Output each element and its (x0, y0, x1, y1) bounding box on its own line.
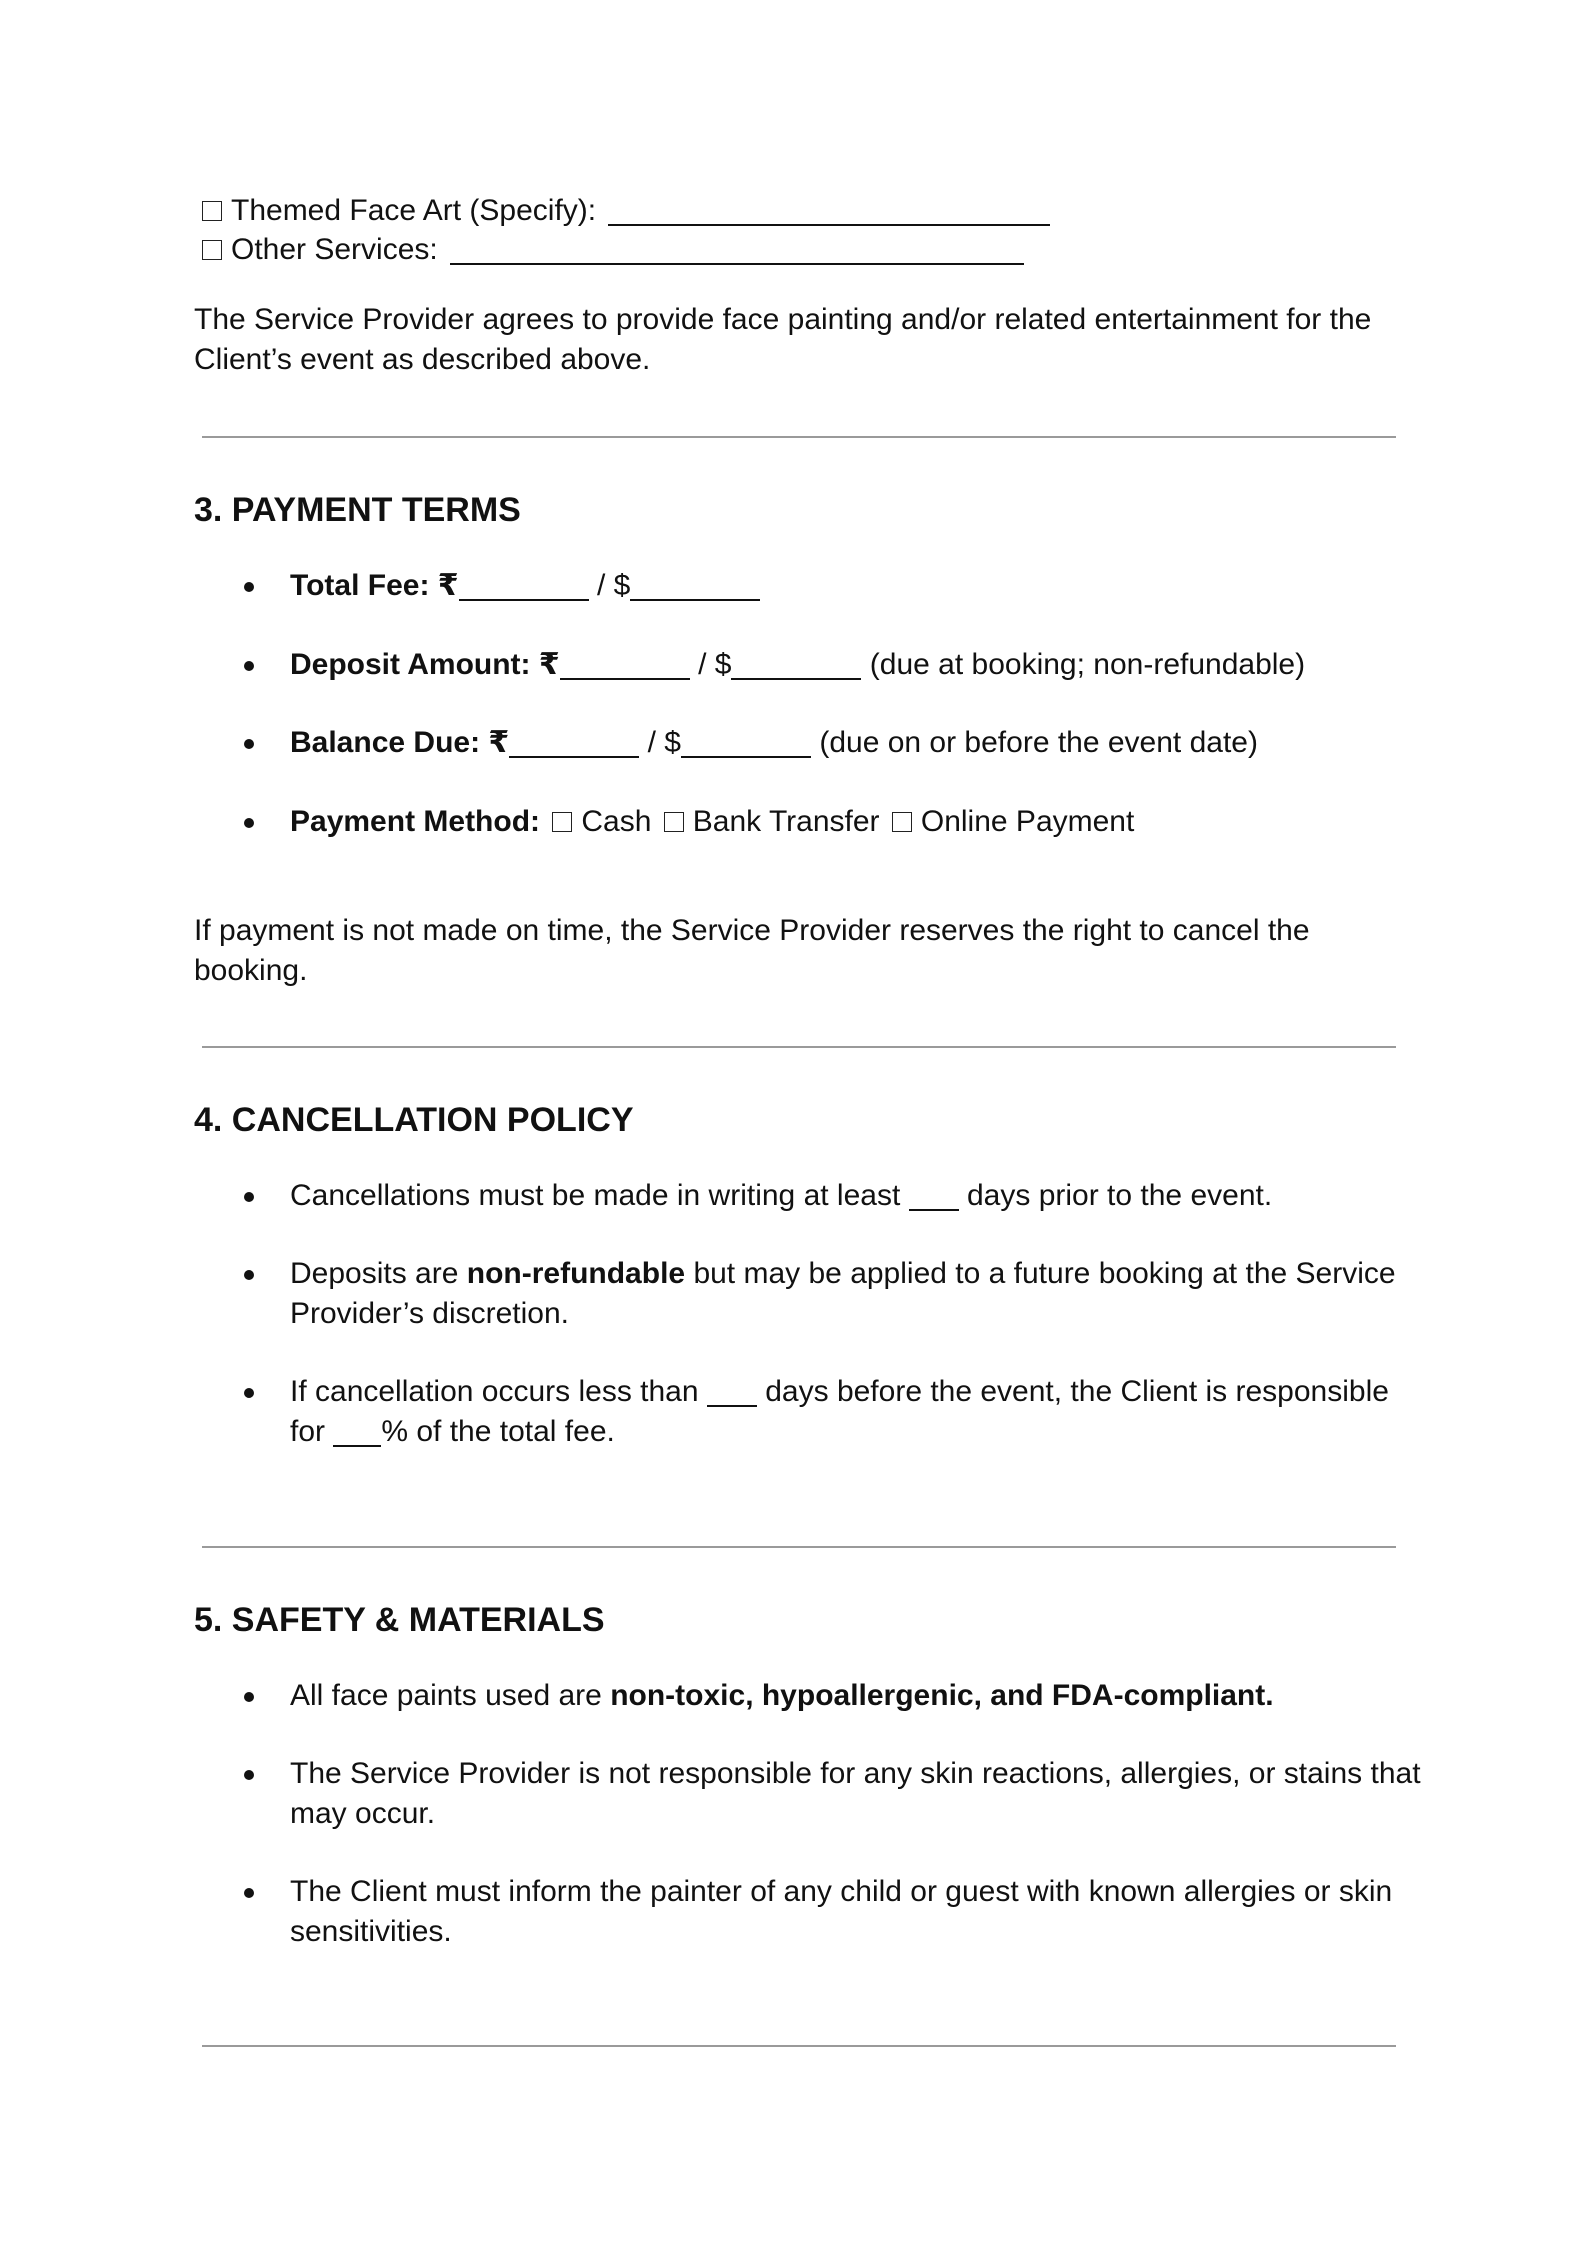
balance-due-item (290, 723, 1258, 763)
total-fee-rupee-blank[interactable] (459, 571, 589, 601)
deposit-note: (due at booking; non-refundable) (869, 648, 1306, 681)
bullet (244, 1192, 254, 1202)
deposit-rupee-blank[interactable] (560, 650, 690, 680)
fee-percent-blank[interactable] (333, 1417, 381, 1447)
bullet (244, 1770, 254, 1780)
section-divider (202, 1546, 1396, 1548)
service-agreement-line: The Service Provider agrees to provide face painting and/or related entertainment for the (194, 303, 1372, 336)
balance-rupee-blank[interactable] (509, 728, 639, 758)
other-services-checkbox[interactable] (202, 240, 222, 260)
service-agreement-paragraph (194, 300, 1414, 380)
bullet (244, 739, 254, 749)
bullet (244, 1270, 254, 1280)
other-services-blank[interactable] (450, 235, 1024, 265)
cancellation-item-1 (290, 1176, 1272, 1216)
cancellation-text: Cancellations must be made in writing at least (290, 1179, 901, 1212)
bullet (244, 818, 254, 828)
notice-days-blank[interactable] (909, 1181, 959, 1211)
themed-face-art-line (202, 191, 1050, 231)
deposit-dollar-blank[interactable] (731, 650, 861, 680)
total-fee-item (290, 566, 760, 606)
safety-text: sensitivities. (290, 1915, 452, 1948)
cancellation-text: days before the event, the Client is responsible (765, 1375, 1389, 1408)
cancellation-text: If cancellation occurs less than (290, 1375, 699, 1408)
bullet (244, 1388, 254, 1398)
online-payment-option-label: Online Payment (920, 805, 1135, 838)
bank-transfer-option-label: Bank Transfer (692, 805, 880, 838)
rupee-symbol: ₹ (488, 726, 510, 759)
balance-note: (due on or before the event date) (819, 726, 1258, 759)
deposit-amount-item (290, 645, 1305, 685)
safety-item-2 (290, 1754, 1421, 1834)
other-services-label: Other Services: (231, 233, 438, 266)
cancellation-item-3 (290, 1372, 1389, 1452)
section-divider (202, 436, 1396, 438)
rupee-symbol: ₹ (538, 648, 560, 681)
payment-method-label: Payment Method: (290, 805, 541, 838)
late-days-blank[interactable] (707, 1377, 757, 1407)
section-divider (202, 2045, 1396, 2047)
themed-face-art-label: Themed Face Art (Specify): (231, 194, 597, 227)
cancellation-text: for (290, 1415, 326, 1448)
themed-face-art-checkbox[interactable] (202, 201, 222, 221)
bullet (244, 661, 254, 671)
cancellation-text: Provider’s discretion. (290, 1297, 570, 1330)
cancellation-text: Deposits are (290, 1257, 459, 1290)
section-divider (202, 1046, 1396, 1048)
other-services-line (202, 230, 1024, 270)
cash-checkbox[interactable] (552, 812, 572, 832)
bullet (244, 582, 254, 592)
currency-separator: / $ (597, 569, 631, 602)
cancellation-text: but may be applied to a future booking at the Service (693, 1257, 1396, 1290)
cancellation-text: % of the total fee. (381, 1415, 615, 1448)
safety-emphasis: non-toxic, hypoallergenic, and FDA-compliant. (610, 1679, 1274, 1712)
payment-terms-heading: 3. PAYMENT TERMS (194, 491, 521, 529)
bank-transfer-checkbox[interactable] (664, 812, 684, 832)
cash-option-label: Cash (581, 805, 652, 838)
payment-method-item (290, 802, 1134, 842)
service-agreement-line: Client’s event as described above. (194, 343, 651, 376)
themed-face-art-blank[interactable] (608, 196, 1050, 226)
safety-item-3 (290, 1872, 1392, 1952)
cancellation-text: days prior to the event. (967, 1179, 1273, 1212)
deposit-amount-label: Deposit Amount: (290, 648, 531, 681)
payment-note-line: If payment is not made on time, the Service Provider reserves the right to cancel the (194, 914, 1310, 947)
cancellation-policy-heading: 4. CANCELLATION POLICY (194, 1101, 634, 1139)
currency-separator: / $ (647, 726, 681, 759)
rupee-symbol: ₹ (437, 569, 459, 602)
safety-text: may occur. (290, 1797, 436, 1830)
non-refundable-emphasis: non-refundable (466, 1257, 686, 1290)
bullet (244, 1888, 254, 1898)
safety-text: The Client must inform the painter of any child or guest with known allergies or skin (290, 1875, 1393, 1908)
safety-item-1 (290, 1676, 1274, 1716)
cancellation-item-2 (290, 1254, 1396, 1334)
safety-text: All face paints used are (290, 1679, 602, 1712)
total-fee-dollar-blank[interactable] (630, 571, 760, 601)
payment-note-paragraph (194, 911, 1414, 991)
safety-materials-heading: 5. SAFETY & MATERIALS (194, 1601, 605, 1639)
safety-text: The Service Provider is not responsible for any skin reactions, allergies, or stains that (290, 1757, 1421, 1790)
balance-dollar-blank[interactable] (681, 728, 811, 758)
online-payment-checkbox[interactable] (892, 812, 912, 832)
currency-separator: / $ (698, 648, 732, 681)
payment-note-line: booking. (194, 954, 308, 987)
bullet (244, 1692, 254, 1702)
balance-due-label: Balance Due: (290, 726, 481, 759)
total-fee-label: Total Fee: (290, 569, 430, 602)
